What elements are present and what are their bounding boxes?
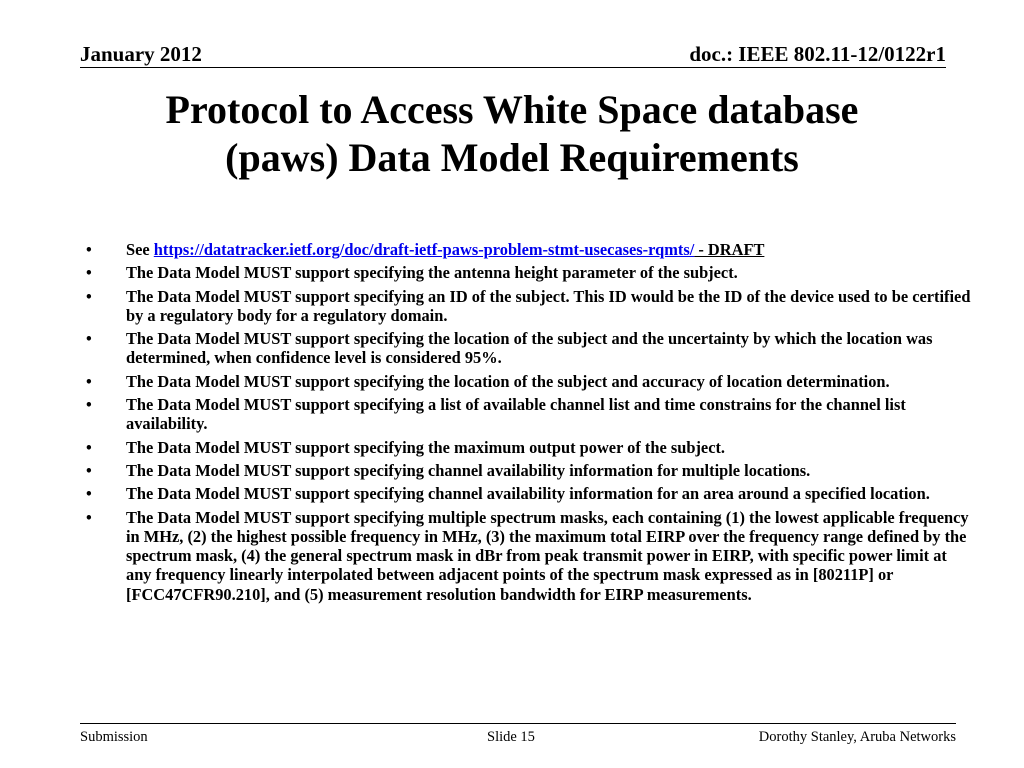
bullet-list xyxy=(84,240,974,608)
bullet-item xyxy=(84,287,974,326)
bullet-dot: • xyxy=(86,484,92,504)
bullet-dot: • xyxy=(86,329,92,349)
footer-submission: Submission xyxy=(80,729,148,745)
bullet-dot: • xyxy=(86,437,92,457)
bullet-item xyxy=(84,438,974,457)
bullet-text: The Data Model MUST support specifying channel availability information for an area around a specified location. xyxy=(126,484,930,504)
slide-title-line-2: (paws) Data Model Requirements xyxy=(225,135,799,180)
bullet-dot: • xyxy=(86,371,92,391)
header-divider xyxy=(80,67,946,68)
bullet-dot: • xyxy=(86,240,92,259)
bullet-item xyxy=(84,263,974,282)
bullet-dot: • xyxy=(86,395,92,415)
bullet-dot: • xyxy=(86,286,92,306)
draft-label: - DRAFT xyxy=(694,240,765,259)
footer-author: Dorothy Stanley, Aruba Networks xyxy=(758,729,956,745)
slide-title xyxy=(40,86,984,182)
header-date: January 2012 xyxy=(80,42,202,66)
footer-slide-number: Slide 15 xyxy=(487,729,535,745)
bullet-text: The Data Model MUST support specifying the location of the subject and the uncertainty by which the location was determined, when confidence level is considered 95%. xyxy=(126,329,933,368)
bullet-text: The Data Model MUST support specifying the maximum output power of the subject. xyxy=(126,437,726,457)
bullet-item xyxy=(84,508,974,604)
paws-draft-link[interactable]: https://datatracker.ietf.org/doc/draft-ietf-paws-problem-stmt-usecases-rqmts/ xyxy=(153,240,695,259)
header-doc-id: doc.: IEEE 802.11-12/0122r1 xyxy=(689,42,946,66)
bullet-see-link xyxy=(84,240,974,259)
bullet-dot: • xyxy=(86,507,92,527)
slide-title-line-1: Protocol to Access White Space database xyxy=(165,87,859,132)
bullet-dot: • xyxy=(86,460,92,480)
bullet-dot: • xyxy=(86,263,92,283)
see-prefix: See xyxy=(126,240,150,259)
bullet-item xyxy=(84,395,974,434)
bullet-text: The Data Model MUST support specifying multiple spectrum masks, each containing (1) the lowest applicable frequency in MHz, (2) the highest possible frequency in MHz, (3) the maximum total EIRP over the frequency range defined by the spectrum mask, (4) the general spectrum mask in dBr from peak transmit power in EIRP, with specific power limit at any frequency linearly interpolated between adjacent points of the spectrum mask expressed as in [80211P] or [FCC47CFR90.210], and (5) measurement resolution bandwidth for EIRP measurements. xyxy=(126,507,969,604)
bullet-text: The Data Model MUST support specifying a list of available channel list and time constrains for the channel list availability. xyxy=(126,395,906,434)
bullet-text: The Data Model MUST support specifying the location of the subject and accuracy of location determination. xyxy=(126,371,890,391)
bullet-text: The Data Model MUST support specifying channel availability information for multiple locations. xyxy=(126,460,811,480)
footer-divider xyxy=(80,723,956,724)
bullet-item xyxy=(84,372,974,391)
bullet-item xyxy=(84,484,974,503)
bullet-item xyxy=(84,461,974,480)
bullet-text: The Data Model MUST support specifying an ID of the subject. This ID would be the ID of the device used to be certified by a regulatory body for a regulatory domain. xyxy=(126,286,971,325)
bullet-text: The Data Model MUST support specifying the antenna height parameter of the subject. xyxy=(126,263,738,283)
bullet-item xyxy=(84,329,974,368)
